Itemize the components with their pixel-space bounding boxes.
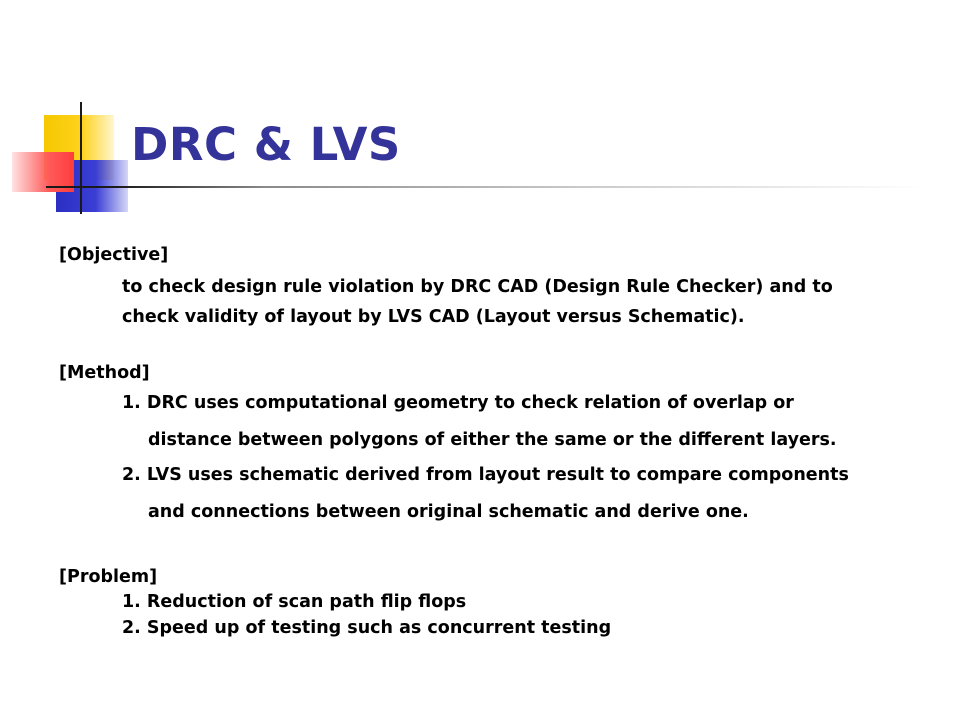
method-line-3: 2. LVS uses schematic derived from layout result to compare components — [122, 465, 849, 485]
slide-title: DRC & LVS — [131, 118, 401, 171]
problem-heading: [Problem] — [59, 567, 158, 587]
objective-line-1: to check design rule violation by DRC CAD (Design Rule Checker) and to — [122, 277, 833, 297]
title-underline — [46, 186, 926, 188]
objective-line-2: check validity of layout by LVS CAD (Layout versus Schematic). — [122, 307, 745, 327]
method-line-1: 1. DRC uses computational geometry to check relation of overlap or — [122, 393, 794, 413]
vertical-rule — [80, 102, 82, 214]
title-decoration — [0, 0, 140, 230]
objective-heading: [Objective] — [59, 245, 169, 265]
method-heading: [Method] — [59, 363, 150, 383]
problem-line-2: 2. Speed up of testing such as concurrent testing — [122, 618, 612, 638]
problem-line-1: 1. Reduction of scan path flip flops — [122, 592, 467, 612]
method-line-4: and connections between original schematic and derive one. — [148, 502, 749, 522]
method-line-2: distance between polygons of either the same or the different layers. — [148, 430, 837, 450]
